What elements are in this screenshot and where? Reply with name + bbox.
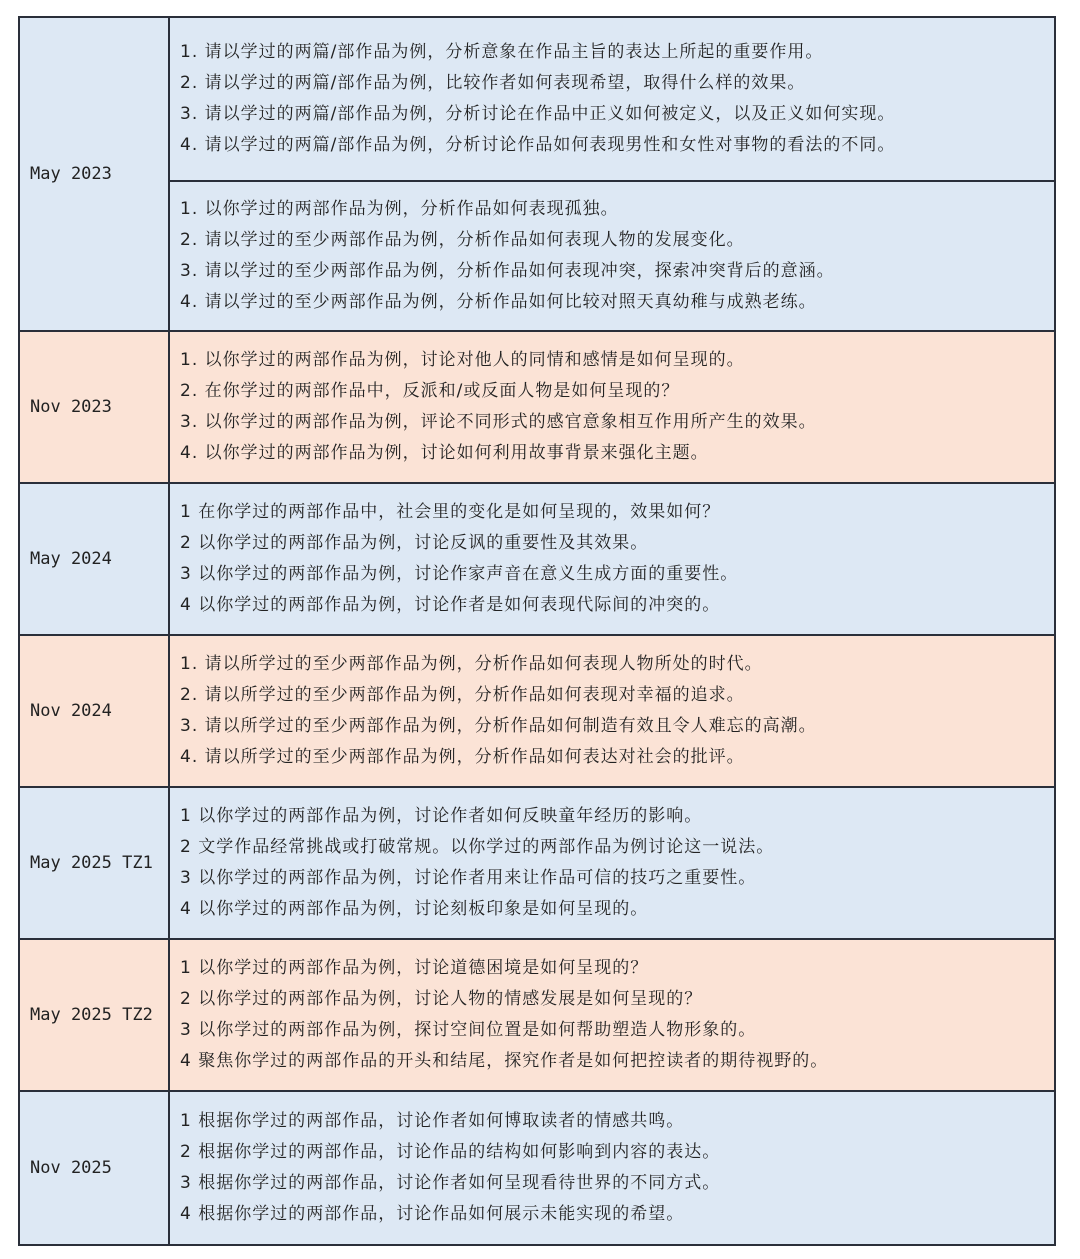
question-item: 3. 请以学过的至少两部作品为例，分析作品如何表现冲突，探索冲突背后的意涵。 bbox=[180, 261, 835, 281]
exam-questions-table bbox=[18, 16, 1056, 1246]
session-label: Nov 2024 bbox=[20, 636, 170, 786]
table-row bbox=[20, 786, 1054, 938]
session-label: May 2025 TZ1 bbox=[20, 788, 170, 938]
question-item: 4 根据你学过的两部作品，讨论作品如何展示未能实现的希望。 bbox=[180, 1204, 685, 1224]
question-group bbox=[170, 788, 1054, 938]
question-item: 1. 以你学过的两部作品为例，讨论对他人的同情和感情是如何呈现的。 bbox=[180, 350, 745, 370]
session-label: May 2025 TZ2 bbox=[20, 940, 170, 1090]
question-item: 2 以你学过的两部作品为例，讨论反讽的重要性及其效果。 bbox=[180, 533, 649, 553]
question-item: 4 以你学过的两部作品为例，讨论刻板印象是如何呈现的。 bbox=[180, 899, 649, 919]
table-row bbox=[20, 330, 1054, 482]
question-cell bbox=[170, 636, 1054, 786]
table-row bbox=[20, 634, 1054, 786]
question-item: 1. 请以学过的两篇/部作品为例，分析意象在作品主旨的表达上所起的重要作用。 bbox=[180, 42, 824, 62]
question-item: 3 以你学过的两部作品为例，探讨空间位置是如何帮助塑造人物形象的。 bbox=[180, 1020, 757, 1040]
question-item: 1. 以你学过的两部作品为例，分析作品如何表现孤独。 bbox=[180, 199, 619, 219]
question-item: 1. 请以所学过的至少两部作品为例，分析作品如何表现人物所处的时代。 bbox=[180, 654, 763, 674]
question-group bbox=[170, 180, 1054, 330]
table-row bbox=[20, 482, 1054, 634]
question-group bbox=[170, 940, 1054, 1090]
question-item: 2 根据你学过的两部作品，讨论作品的结构如何影响到内容的表达。 bbox=[180, 1142, 721, 1162]
question-item: 3 以你学过的两部作品为例，讨论作者用来让作品可信的技巧之重要性。 bbox=[180, 868, 757, 888]
question-item: 2. 在你学过的两部作品中，反派和/或反面人物是如何呈现的？ bbox=[180, 381, 680, 401]
question-item: 4 聚焦你学过的两部作品的开头和结尾，探究作者是如何把控读者的期待视野的。 bbox=[180, 1051, 829, 1071]
session-label: May 2024 bbox=[20, 484, 170, 634]
table-row bbox=[20, 938, 1054, 1090]
table-row bbox=[20, 18, 1054, 330]
question-item: 4. 请以学过的两篇/部作品为例，分析讨论作品如何表现男性和女性对事物的看法的不同。 bbox=[180, 135, 896, 155]
question-item: 2 文学作品经常挑战或打破常规。以你学过的两部作品为例讨论这一说法。 bbox=[180, 837, 775, 857]
question-item: 3. 请以学过的两篇/部作品为例，分析讨论在作品中正义如何被定义，以及正义如何实现。 bbox=[180, 104, 896, 124]
question-item: 1 在你学过的两部作品中，社会里的变化是如何呈现的，效果如何？ bbox=[180, 502, 721, 522]
session-label: May 2023 bbox=[20, 18, 170, 330]
question-group bbox=[170, 332, 1054, 482]
question-group bbox=[170, 1092, 1054, 1244]
session-label: Nov 2025 bbox=[20, 1092, 170, 1244]
question-item: 4 以你学过的两部作品为例，讨论作者是如何表现代际间的冲突的。 bbox=[180, 595, 721, 615]
table-row bbox=[20, 1090, 1054, 1244]
question-group bbox=[170, 18, 1054, 180]
question-item: 3. 请以所学过的至少两部作品为例，分析作品如何制造有效且令人难忘的高潮。 bbox=[180, 716, 817, 736]
question-cell bbox=[170, 18, 1054, 330]
question-item: 4. 请以所学过的至少两部作品为例，分析作品如何表达对社会的批评。 bbox=[180, 747, 745, 767]
question-item: 1 根据你学过的两部作品，讨论作者如何博取读者的情感共鸣。 bbox=[180, 1111, 685, 1131]
question-cell bbox=[170, 332, 1054, 482]
question-item: 2. 请以学过的至少两部作品为例，分析作品如何表现人物的发展变化。 bbox=[180, 230, 745, 250]
question-group bbox=[170, 484, 1054, 634]
question-cell bbox=[170, 940, 1054, 1090]
question-cell bbox=[170, 484, 1054, 634]
question-item: 3. 以你学过的两部作品为例，评论不同形式的感官意象相互作用所产生的效果。 bbox=[180, 412, 817, 432]
question-item: 2. 请以所学过的至少两部作品为例，分析作品如何表现对幸福的追求。 bbox=[180, 685, 745, 705]
session-label: Nov 2023 bbox=[20, 332, 170, 482]
question-cell bbox=[170, 1092, 1054, 1244]
question-cell bbox=[170, 788, 1054, 938]
question-group bbox=[170, 636, 1054, 786]
question-item: 2 以你学过的两部作品为例，讨论人物的情感发展是如何呈现的？ bbox=[180, 989, 703, 1009]
question-item: 4. 请以学过的至少两部作品为例，分析作品如何比较对照天真幼稚与成熟老练。 bbox=[180, 292, 817, 312]
question-item: 3 根据你学过的两部作品，讨论作者如何呈现看待世界的不同方式。 bbox=[180, 1173, 721, 1193]
question-item: 1 以你学过的两部作品为例，讨论道德困境是如何呈现的？ bbox=[180, 958, 649, 978]
question-item: 2. 请以学过的两篇/部作品为例，比较作者如何表现希望，取得什么样的效果。 bbox=[180, 73, 806, 93]
question-item: 3 以你学过的两部作品为例，讨论作家声音在意义生成方面的重要性。 bbox=[180, 564, 739, 584]
question-item: 1 以你学过的两部作品为例，讨论作者如何反映童年经历的影响。 bbox=[180, 806, 703, 826]
question-item: 4. 以你学过的两部作品为例，讨论如何利用故事背景来强化主题。 bbox=[180, 443, 709, 463]
